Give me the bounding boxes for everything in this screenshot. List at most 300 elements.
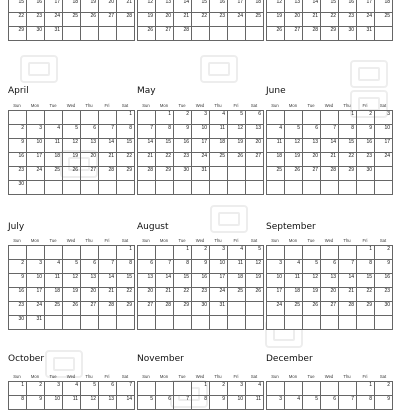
day-cell: 12 (246, 260, 264, 274)
week-row (138, 316, 264, 330)
weekday-label: Wed (66, 374, 76, 379)
weekday-header (137, 374, 263, 380)
week-row (138, 27, 264, 41)
empty-day-cell (81, 27, 99, 41)
day-cell: 13 (303, 139, 321, 153)
day-cell: 25 (45, 167, 63, 181)
day-cell: 12 (138, 0, 156, 13)
day-cell: 20 (99, 0, 117, 13)
month-title: April (8, 86, 29, 96)
day-cell: 19 (63, 153, 81, 167)
day-grid (266, 110, 393, 195)
day-cell: 29 (117, 302, 135, 316)
day-cell: 10 (27, 274, 45, 288)
week-row (9, 316, 135, 330)
day-cell: 28 (117, 13, 135, 27)
day-cell: 7 (174, 396, 192, 410)
empty-day-cell (45, 111, 63, 125)
day-cell: 27 (246, 153, 264, 167)
day-cell: 17 (27, 153, 45, 167)
day-cell: 17 (210, 274, 228, 288)
empty-day-cell (267, 316, 285, 330)
day-cell: 30 (174, 167, 192, 181)
day-cell: 11 (210, 125, 228, 139)
empty-day-cell (210, 27, 228, 41)
empty-day-cell (303, 111, 321, 125)
day-cell: 27 (81, 302, 99, 316)
weekday-label: Tue (307, 103, 315, 108)
day-cell: 28 (321, 167, 339, 181)
day-cell: 7 (99, 260, 117, 274)
empty-day-cell (357, 181, 375, 195)
weekday-label: Thu (214, 103, 222, 108)
empty-day-cell (9, 246, 27, 260)
day-cell: 3 (45, 382, 63, 396)
day-cell: 14 (321, 139, 339, 153)
weekday-label: Fri (104, 238, 110, 243)
week-row (138, 167, 264, 181)
day-cell: 30 (357, 167, 375, 181)
weekday-header (8, 238, 134, 244)
weekday-label: Sun (142, 103, 150, 108)
day-cell: 30 (9, 181, 27, 195)
day-cell: 15 (117, 139, 135, 153)
day-cell: 14 (156, 274, 174, 288)
empty-day-cell (138, 246, 156, 260)
week-row (9, 181, 135, 195)
day-cell: 16 (9, 153, 27, 167)
empty-day-cell (27, 246, 45, 260)
weekday-label: Mon (288, 103, 298, 108)
day-cell: 16 (9, 288, 27, 302)
week-row (9, 125, 135, 139)
day-cell: 7 (321, 125, 339, 139)
empty-day-cell (63, 316, 81, 330)
week-row (267, 0, 393, 13)
day-cell: 5 (303, 260, 321, 274)
day-cell: 18 (210, 139, 228, 153)
weekday-label: Thu (343, 238, 351, 243)
day-cell: 23 (9, 302, 27, 316)
day-cell: 15 (9, 0, 27, 13)
empty-day-cell (99, 316, 117, 330)
day-cell: 9 (9, 274, 27, 288)
empty-day-cell (174, 316, 192, 330)
day-cell: 23 (192, 288, 210, 302)
empty-day-cell (63, 27, 81, 41)
empty-day-cell (117, 27, 135, 41)
day-cell: 30 (9, 316, 27, 330)
day-cell: 25 (210, 153, 228, 167)
day-cell: 7 (99, 125, 117, 139)
empty-day-cell (246, 316, 264, 330)
empty-day-cell (228, 316, 246, 330)
weekday-label: Thu (85, 103, 93, 108)
day-cell: 28 (138, 167, 156, 181)
day-cell: 19 (246, 274, 264, 288)
day-cell: 16 (174, 139, 192, 153)
day-cell: 9 (375, 396, 393, 410)
day-cell: 21 (117, 0, 135, 13)
day-cell: 24 (27, 302, 45, 316)
empty-day-cell (45, 181, 63, 195)
day-grid (8, 381, 135, 410)
day-cell: 10 (267, 274, 285, 288)
day-cell: 20 (285, 13, 303, 27)
week-row (138, 13, 264, 27)
weekday-label: Mon (30, 238, 40, 243)
day-cell: 22 (156, 153, 174, 167)
week-row (9, 167, 135, 181)
weekday-label: Fri (362, 238, 368, 243)
empty-day-cell (81, 316, 99, 330)
day-cell: 18 (267, 153, 285, 167)
week-row (267, 125, 393, 139)
day-cell: 31 (357, 27, 375, 41)
empty-day-cell (303, 181, 321, 195)
day-cell: 15 (156, 139, 174, 153)
day-grid (137, 381, 264, 410)
day-cell: 3 (192, 111, 210, 125)
day-cell: 1 (357, 382, 375, 396)
day-cell: 5 (81, 382, 99, 396)
day-cell: 23 (339, 13, 357, 27)
day-cell: 12 (303, 274, 321, 288)
empty-day-cell (156, 246, 174, 260)
week-row (9, 111, 135, 125)
day-cell: 28 (303, 27, 321, 41)
weekday-label: Tue (178, 238, 186, 243)
day-cell: 4 (246, 382, 264, 396)
weekday-label: Wed (195, 103, 205, 108)
empty-day-cell (285, 316, 303, 330)
empty-day-cell (174, 181, 192, 195)
weekday-label: Thu (85, 238, 93, 243)
week-row (9, 274, 135, 288)
weekday-label: Sun (271, 374, 279, 379)
weekday-label: Sun (142, 374, 150, 379)
empty-day-cell (357, 316, 375, 330)
empty-day-cell (63, 246, 81, 260)
day-cell: 18 (45, 153, 63, 167)
empty-day-cell (267, 246, 285, 260)
weekday-label: Sat (121, 238, 129, 243)
week-row (267, 13, 393, 27)
day-cell: 27 (303, 167, 321, 181)
weekday-label: Sun (271, 238, 279, 243)
empty-day-cell (285, 111, 303, 125)
empty-day-cell (339, 181, 357, 195)
weekday-label: Fri (104, 103, 110, 108)
day-cell: 3 (210, 246, 228, 260)
day-cell: 23 (174, 153, 192, 167)
day-cell: 5 (138, 396, 156, 410)
day-cell: 18 (63, 0, 81, 13)
day-cell: 25 (45, 302, 63, 316)
day-grid (266, 381, 393, 410)
day-cell: 4 (45, 260, 63, 274)
day-cell: 17 (27, 288, 45, 302)
day-cell: 8 (156, 125, 174, 139)
weekday-label: Sat (121, 103, 129, 108)
day-cell: 19 (267, 13, 285, 27)
day-grid (8, 245, 135, 330)
day-cell: 27 (81, 167, 99, 181)
week-row (9, 260, 135, 274)
day-cell: 22 (321, 13, 339, 27)
empty-day-cell (81, 111, 99, 125)
day-cell: 18 (246, 0, 264, 13)
weekday-label: Tue (49, 374, 57, 379)
empty-day-cell (99, 111, 117, 125)
day-cell: 16 (339, 0, 357, 13)
day-cell: 21 (138, 153, 156, 167)
weekday-label: Thu (85, 374, 93, 379)
day-cell: 18 (375, 0, 393, 13)
day-cell: 29 (339, 167, 357, 181)
week-row (267, 302, 393, 316)
day-cell: 11 (63, 396, 81, 410)
weekday-label: Fri (104, 374, 110, 379)
day-cell: 19 (285, 153, 303, 167)
week-row (138, 288, 264, 302)
day-cell: 22 (192, 13, 210, 27)
weekday-label: Sat (121, 374, 129, 379)
day-cell: 18 (285, 288, 303, 302)
day-cell: 29 (321, 27, 339, 41)
day-cell: 28 (339, 302, 357, 316)
day-cell: 24 (192, 153, 210, 167)
weekday-label: Sun (142, 238, 150, 243)
day-cell: 20 (156, 13, 174, 27)
weekday-label: Fri (233, 238, 239, 243)
week-row (138, 382, 264, 396)
day-cell: 1 (117, 246, 135, 260)
day-cell: 24 (375, 153, 393, 167)
empty-day-cell (321, 316, 339, 330)
weekday-header (137, 238, 263, 244)
day-cell: 9 (174, 125, 192, 139)
day-cell: 27 (138, 302, 156, 316)
weekday-label: Sun (13, 103, 21, 108)
day-cell: 13 (81, 274, 99, 288)
day-cell: 6 (303, 125, 321, 139)
week-row (267, 167, 393, 181)
empty-day-cell (210, 316, 228, 330)
week-row (9, 0, 135, 13)
empty-day-cell (303, 316, 321, 330)
empty-day-cell (156, 316, 174, 330)
day-cell: 28 (174, 27, 192, 41)
empty-day-cell (27, 181, 45, 195)
empty-day-cell (117, 181, 135, 195)
day-cell: 2 (192, 246, 210, 260)
day-cell: 6 (321, 396, 339, 410)
empty-day-cell (285, 181, 303, 195)
empty-day-cell (246, 27, 264, 41)
day-cell: 3 (267, 396, 285, 410)
empty-day-cell (267, 111, 285, 125)
weekday-label: Fri (362, 103, 368, 108)
weekday-label: Wed (195, 238, 205, 243)
weekday-label: Wed (324, 238, 334, 243)
weekday-label: Sun (13, 374, 21, 379)
day-cell: 24 (228, 13, 246, 27)
weekday-label: Mon (159, 103, 169, 108)
weekday-label: Mon (288, 238, 298, 243)
empty-day-cell (210, 167, 228, 181)
day-grid (266, 0, 393, 41)
day-cell: 12 (285, 139, 303, 153)
day-cell: 6 (81, 260, 99, 274)
day-cell: 31 (192, 167, 210, 181)
month-title: May (137, 86, 156, 96)
day-cell: 15 (192, 0, 210, 13)
day-cell: 11 (45, 274, 63, 288)
empty-day-cell (228, 167, 246, 181)
week-row (9, 13, 135, 27)
day-cell: 22 (117, 288, 135, 302)
empty-day-cell (285, 382, 303, 396)
day-cell: 5 (246, 246, 264, 260)
weekday-header (266, 238, 392, 244)
day-cell: 12 (267, 0, 285, 13)
day-cell: 12 (228, 125, 246, 139)
empty-day-cell (81, 181, 99, 195)
day-cell: 19 (81, 0, 99, 13)
day-cell: 2 (375, 246, 393, 260)
weekday-header (8, 374, 134, 380)
weekday-label: Tue (49, 103, 57, 108)
day-cell: 20 (303, 153, 321, 167)
empty-day-cell (156, 382, 174, 396)
watermark-logo (20, 55, 58, 83)
day-cell: 31 (27, 316, 45, 330)
day-cell: 16 (357, 139, 375, 153)
empty-day-cell (99, 181, 117, 195)
day-cell: 29 (357, 302, 375, 316)
empty-day-cell (228, 27, 246, 41)
empty-day-cell (138, 181, 156, 195)
day-cell: 21 (174, 13, 192, 27)
empty-day-cell (339, 316, 357, 330)
day-cell: 1 (174, 246, 192, 260)
week-row (9, 27, 135, 41)
day-cell: 26 (63, 302, 81, 316)
weekday-label: Tue (49, 238, 57, 243)
empty-day-cell (192, 27, 210, 41)
day-cell: 3 (27, 260, 45, 274)
weekday-label: Mon (159, 238, 169, 243)
day-cell: 26 (81, 13, 99, 27)
day-grid (8, 110, 135, 195)
weekday-label: Sat (379, 374, 387, 379)
day-cell: 15 (357, 274, 375, 288)
week-row (267, 181, 393, 195)
day-cell: 14 (117, 396, 135, 410)
empty-day-cell (63, 111, 81, 125)
week-row (267, 139, 393, 153)
day-grid (137, 110, 264, 195)
day-cell: 30 (339, 27, 357, 41)
day-cell: 22 (117, 153, 135, 167)
day-cell: 7 (339, 396, 357, 410)
weekday-label: Tue (307, 238, 315, 243)
day-cell: 16 (210, 0, 228, 13)
week-row (267, 111, 393, 125)
empty-day-cell (192, 316, 210, 330)
week-row (267, 246, 393, 260)
day-cell: 21 (156, 288, 174, 302)
day-cell: 25 (285, 302, 303, 316)
day-cell: 7 (339, 260, 357, 274)
day-cell: 13 (246, 125, 264, 139)
day-cell: 13 (156, 0, 174, 13)
day-cell: 23 (210, 13, 228, 27)
watermark-logo (200, 55, 238, 83)
day-cell: 17 (228, 0, 246, 13)
watermark-logo (210, 205, 248, 233)
day-cell: 11 (228, 260, 246, 274)
day-cell: 11 (246, 396, 264, 410)
day-cell: 31 (45, 27, 63, 41)
weekday-label: Mon (288, 374, 298, 379)
day-cell: 6 (246, 111, 264, 125)
day-cell: 23 (375, 288, 393, 302)
empty-day-cell (210, 181, 228, 195)
weekday-label: Fri (233, 103, 239, 108)
day-cell: 23 (27, 13, 45, 27)
day-cell: 5 (228, 111, 246, 125)
empty-day-cell (375, 181, 393, 195)
day-cell: 14 (303, 0, 321, 13)
day-cell: 3 (267, 260, 285, 274)
day-cell: 16 (27, 0, 45, 13)
day-cell: 19 (63, 288, 81, 302)
empty-day-cell (81, 246, 99, 260)
week-row (9, 153, 135, 167)
empty-day-cell (339, 246, 357, 260)
day-cell: 17 (375, 139, 393, 153)
day-cell: 13 (138, 274, 156, 288)
empty-day-cell (45, 316, 63, 330)
empty-day-cell (63, 181, 81, 195)
day-cell: 28 (156, 302, 174, 316)
day-cell: 1 (117, 111, 135, 125)
day-cell: 1 (156, 111, 174, 125)
day-cell: 14 (138, 139, 156, 153)
weekday-label: Sat (250, 238, 258, 243)
day-cell: 6 (99, 382, 117, 396)
day-cell: 4 (285, 260, 303, 274)
day-cell: 2 (357, 111, 375, 125)
empty-day-cell (228, 181, 246, 195)
day-cell: 9 (27, 396, 45, 410)
week-row (138, 111, 264, 125)
day-cell: 23 (9, 167, 27, 181)
weekday-label: Mon (30, 103, 40, 108)
empty-day-cell (321, 111, 339, 125)
day-cell: 24 (45, 13, 63, 27)
day-cell: 21 (339, 288, 357, 302)
empty-day-cell (138, 382, 156, 396)
day-cell: 9 (9, 139, 27, 153)
day-cell: 14 (99, 139, 117, 153)
day-cell: 6 (156, 396, 174, 410)
day-cell: 29 (117, 167, 135, 181)
month-title: October (8, 354, 45, 364)
day-cell: 30 (375, 302, 393, 316)
